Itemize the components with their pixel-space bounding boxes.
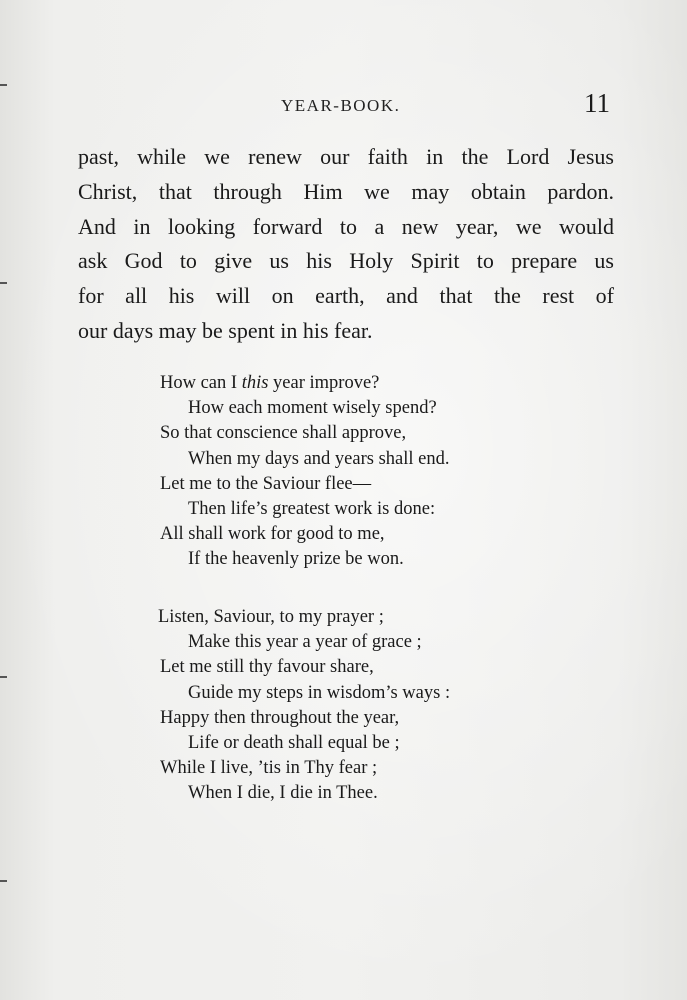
prose-line: for all his will on earth, and that the rest of	[78, 283, 614, 309]
running-head: YEAR-BOOK.	[281, 96, 401, 115]
verse-line	[160, 371, 560, 396]
page-edge-mark	[0, 676, 7, 678]
hymn-stanza-1	[160, 371, 560, 573]
verse-line: Then life’s greatest work is done:	[188, 499, 436, 520]
verse-emphasis: this	[241, 373, 269, 393]
verse-line: Guide my steps in wisdom’s ways :	[188, 682, 451, 703]
verse-line: Let me still thy favour share,	[160, 657, 374, 678]
verse-line: How each moment wisely spend?	[188, 398, 437, 419]
prose-paragraph	[78, 140, 614, 349]
verse-line: All shall work for good to me,	[160, 524, 385, 545]
verse-text: year improve?	[268, 373, 380, 393]
verse-line: Let me to the Saviour flee—	[160, 473, 372, 494]
verse-line: While I live, ’tis in Thy fear ;	[160, 758, 378, 779]
prose-line: Christ, that through Him we may obtain pardon.	[78, 178, 614, 204]
verse-line: Happy then throughout the year,	[160, 707, 400, 728]
prose-line: our days may be spent in his fear.	[78, 317, 373, 343]
verse-line: Make this year a year of grace ;	[188, 632, 422, 653]
page-edge-mark	[0, 880, 7, 882]
prose-line: ask God to give us his Holy Spirit to prepare us	[78, 248, 614, 274]
verse-line: If the heavenly prize be won.	[188, 549, 404, 570]
prose-line: past, while we renew our faith in the Lord Jesus	[78, 144, 614, 169]
verse-text: How can I	[160, 373, 242, 393]
verse-line: Life or death shall equal be ;	[188, 733, 400, 754]
page-number: 11	[584, 88, 610, 118]
verse-line: When I die, I die in Thee.	[188, 783, 378, 804]
prose-line: And in looking forward to a new year, we would	[78, 213, 614, 239]
page-edge-mark	[0, 84, 7, 86]
verse-line: Listen, Saviour, to my prayer ;	[158, 607, 384, 627]
page-header	[78, 88, 614, 122]
verse-line: So that conscience shall approve,	[160, 423, 407, 444]
verse-line: When my days and years shall end.	[188, 448, 450, 469]
hymn-stanza-2	[160, 605, 560, 807]
page-edge-mark	[0, 282, 7, 284]
